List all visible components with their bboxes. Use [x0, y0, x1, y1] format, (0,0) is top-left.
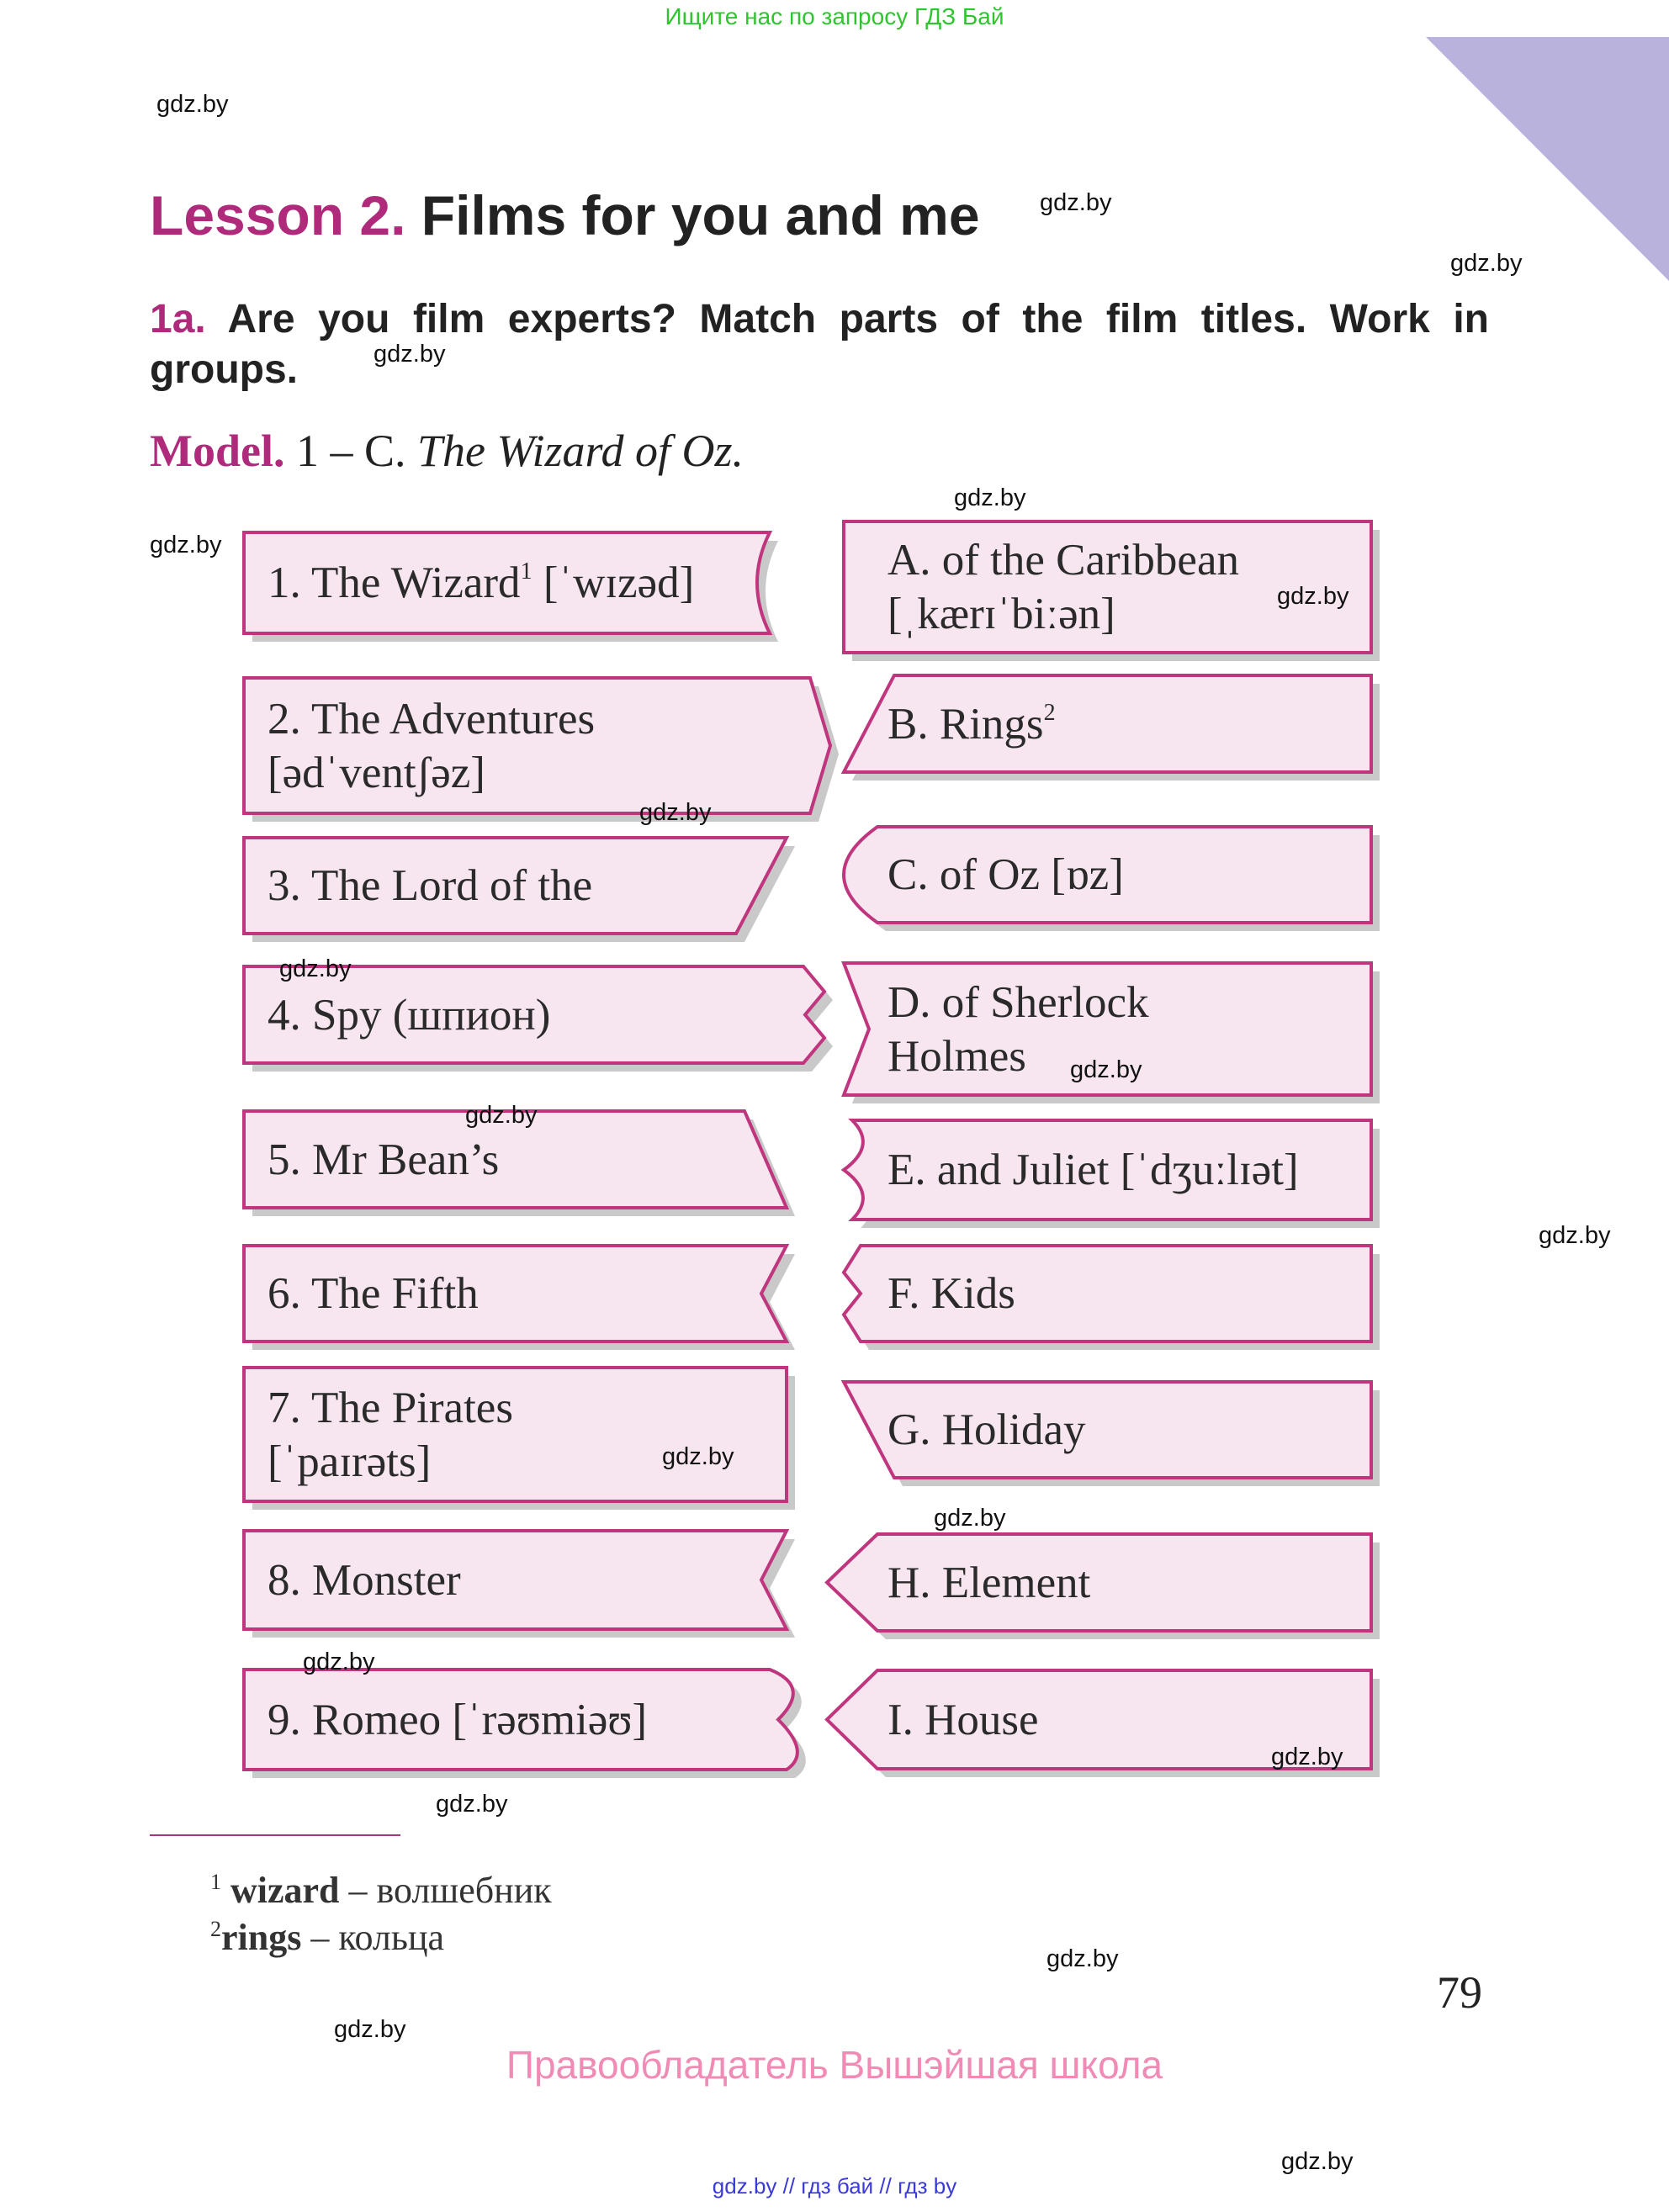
left-item-9[interactable] [268, 1693, 647, 1747]
left-item-3[interactable] [268, 859, 592, 913]
card-text-main: F. Kids [887, 1269, 1015, 1318]
card-line-1 [268, 692, 595, 746]
card-line-1 [887, 533, 1239, 587]
card-text-main: B. Rings [887, 699, 1044, 749]
card-text-main: E. and Juliet [ˈdʒuːlɪət] [887, 1146, 1299, 1194]
card-text-main: 4. Spy (шпион) [268, 990, 551, 1040]
card-text-main: A. of the Caribbean [887, 536, 1239, 585]
card-line-1 [268, 1693, 647, 1747]
card-line-2: [ˌkærɪˈbiːən] [887, 590, 1115, 638]
card-text-main: 1. The Wizard [268, 558, 521, 607]
watermark: gdz.by [1539, 1222, 1611, 1249]
watermark: gdz.by [639, 799, 712, 826]
footnote-ref: 2 [1043, 699, 1056, 726]
footnote-word: wizard [230, 1870, 340, 1911]
card-text-main: H. Element [887, 1558, 1091, 1607]
card-text-main: C. of Oz [ɒz] [887, 850, 1124, 899]
task-text: Are you film experts? Match parts of the film titles. Work in groups. [150, 297, 1490, 392]
watermark: gdz.by [662, 1443, 734, 1470]
card-text-main: 9. Romeo [ˈrəʊmiəʊ] [268, 1695, 648, 1744]
left-item-1[interactable] [268, 556, 694, 610]
left-item-4[interactable] [268, 988, 550, 1042]
model-label: Model. [150, 426, 285, 476]
footnote-mark: 1 [210, 1870, 221, 1894]
card-line-1 [887, 1556, 1090, 1610]
card-line-1 [887, 976, 1149, 1029]
right-item-f[interactable] [887, 1267, 1015, 1320]
card-text-main: 2. The Adventures [268, 694, 596, 744]
watermark: gdz.by [1040, 189, 1112, 216]
watermark: gdz.by [303, 1648, 375, 1675]
watermark: gdz.by [934, 1505, 1006, 1532]
left-item-8[interactable] [268, 1553, 461, 1607]
watermark: gdz.by [279, 955, 352, 982]
footnote-translation: – волшебник [339, 1870, 552, 1911]
card-line-1 [268, 556, 694, 610]
card-text-transcription: [ˈwɪzəd] [532, 558, 695, 607]
card-line-1 [268, 988, 550, 1042]
card-line-2: [ədˈventʃəz] [268, 748, 485, 797]
card-text-main: G. Holiday [887, 1405, 1086, 1454]
right-item-a[interactable] [887, 533, 1239, 641]
footnote-ref: 1 [520, 558, 532, 585]
footnote-translation: – кольца [301, 1917, 445, 1958]
card-line-1 [887, 1143, 1299, 1197]
watermark: gdz.by [954, 484, 1026, 511]
card-line-1 [887, 1403, 1086, 1457]
watermark: gdz.by [1450, 250, 1523, 277]
card-line-1 [268, 1553, 461, 1607]
card-line-2: [ˈpaɪrəts] [268, 1437, 432, 1486]
card-text-main: 7. The Pirates [268, 1383, 513, 1432]
card-line-2: Holmes [887, 1031, 1026, 1081]
card-text-main: I. House [887, 1695, 1039, 1744]
watermark: gdz.by [150, 532, 222, 558]
card-line-1 [887, 697, 1056, 751]
footnote-1 [210, 1869, 552, 1912]
watermark: gdz.by [1271, 1744, 1343, 1770]
card-text-main: 6. The Fifth [268, 1269, 479, 1318]
left-item-5[interactable] [268, 1133, 499, 1187]
card-line-1 [268, 1267, 479, 1320]
left-item-6[interactable] [268, 1267, 479, 1320]
lesson-number: Lesson 2. [150, 184, 406, 246]
left-item-2[interactable] [268, 692, 595, 800]
watermark: gdz.by [1046, 1945, 1119, 1972]
card-text-main: D. of Sherlock [887, 977, 1149, 1027]
right-item-c[interactable] [887, 848, 1124, 902]
watermark: gdz.by [1070, 1056, 1142, 1083]
left-item-7[interactable] [268, 1381, 513, 1489]
footnote-word: rings [221, 1917, 302, 1958]
copyright-owner: Правообладатель Вышэйшая школа [506, 2043, 1163, 2087]
watermark: gdz.by [1281, 2148, 1354, 2175]
model-pair: 1 – C. [295, 426, 406, 476]
top-banner[interactable]: Ищите нас по запросу ГДЗ Бай [665, 3, 1004, 29]
card-line-1 [887, 848, 1124, 902]
right-item-b[interactable] [887, 697, 1056, 751]
lesson-name: Films for you and me [421, 184, 980, 246]
card-line-1 [887, 1267, 1015, 1320]
card-line-1 [268, 1381, 513, 1435]
card-line-1 [268, 859, 592, 913]
footnote-mark: 2 [210, 1917, 221, 1941]
right-item-g[interactable] [887, 1403, 1086, 1457]
right-item-h[interactable] [887, 1556, 1090, 1610]
footnote-divider [150, 1834, 400, 1836]
card-text-main: 8. Monster [268, 1555, 461, 1605]
right-item-e[interactable] [887, 1143, 1299, 1197]
right-item-i[interactable] [887, 1693, 1039, 1747]
watermark: gdz.by [465, 1102, 538, 1129]
watermark: gdz.by [436, 1791, 508, 1818]
card-line-1 [887, 1693, 1039, 1747]
task-number: 1a. [150, 297, 206, 341]
watermark: gdz.by [156, 91, 229, 118]
watermark: gdz.by [1277, 583, 1349, 610]
footnote-2 [210, 1916, 444, 1959]
bottom-links[interactable]: gdz.by // гдз бай // гдз by [712, 2173, 957, 2199]
model-title: The Wizard of Oz. [417, 426, 744, 476]
card-text-main: 3. The Lord of the [268, 861, 593, 910]
page-number: 79 [1437, 1967, 1482, 2018]
watermark: gdz.by [334, 2016, 406, 2043]
card-line-1 [268, 1133, 499, 1187]
watermark: gdz.by [374, 341, 446, 368]
card-text-main: 5. Mr Bean’s [268, 1135, 500, 1184]
